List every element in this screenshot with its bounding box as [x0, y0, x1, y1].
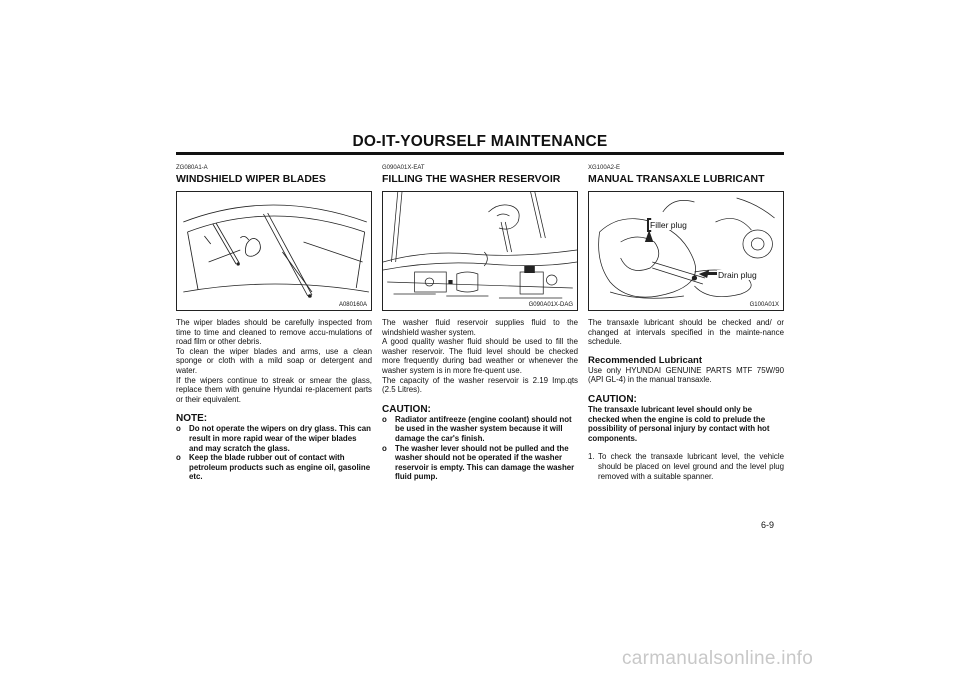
paragraph: The washer fluid reservoir supplies fluid to the windshield washer system. — [382, 318, 578, 337]
transaxle-drawing — [589, 192, 783, 310]
drain-plug-label: Drain plug — [718, 270, 757, 280]
engine-bay-drawing — [383, 192, 577, 310]
figure-code: A080160A — [338, 302, 367, 308]
column-wiper-blades — [176, 165, 372, 482]
caution-text: The transaxle lubricant level should only be checked when the engine is cold to prelude the possibility of personal injury by contact with hot components. — [588, 404, 770, 443]
figure-code: G100A01X — [749, 302, 779, 308]
column-transaxle-lubricant — [588, 165, 784, 481]
list-item-text: The washer lever should not be pulled and the washer should not be operated if the washer reservoir is empty. This can damage the washer fluid pump. — [395, 443, 575, 482]
list-item — [176, 453, 372, 482]
paragraph: If the wipers continue to streak or smear the glass, replace them with genuine Hyundai re-placement parts or their equivalent. — [176, 375, 372, 404]
section-title: FILLING THE WASHER RESERVOIR — [382, 173, 561, 185]
list-item — [176, 424, 372, 453]
section-code: ZG080A1-A — [176, 165, 208, 171]
transaxle-illustration — [588, 191, 784, 311]
caution-heading: CAUTION: — [382, 403, 431, 415]
paragraph: The capacity of the washer reservoir is 2.19 Imp.qts (2.5 Litres). — [382, 375, 578, 395]
step-number: 1. — [588, 452, 595, 462]
body-text — [382, 318, 578, 395]
column-washer-reservoir — [382, 165, 578, 482]
page-title: DO-IT-YOURSELF MAINTENANCE — [352, 133, 608, 150]
header-rule — [176, 152, 784, 155]
note-list — [176, 424, 372, 482]
list-item — [382, 415, 578, 444]
recommended-lubricant-text: Use only HYUNDAI GENUINE PARTS MTF 75W/90 (API GL-4) in the manual transaxle. — [588, 365, 784, 385]
bullet: o — [382, 443, 387, 453]
wiper-illustration — [176, 191, 372, 311]
note-heading: NOTE: — [176, 413, 208, 425]
section-title: WINDSHIELD WIPER BLADES — [176, 173, 326, 185]
watermark: carmanualsonline.info — [622, 648, 814, 669]
caution-list — [382, 415, 578, 482]
bullet: o — [176, 424, 181, 434]
list-item-text: Do not operate the wipers on dry glass. This can result in more rapid wear of the wiper blades and may scratch the glass. — [189, 424, 371, 453]
recommended-lubricant-heading: Recommended Lubricant — [588, 354, 703, 366]
section-code: G090A01X-EAT — [382, 165, 425, 171]
filler-plug-label: Filler plug — [650, 220, 687, 230]
list-item — [382, 444, 578, 482]
paragraph: A good quality washer fluid should be used to fill the washer reservoir. The fluid level should be checked more frequently during bad weather or whenever the washer system is in more fre-quent use. — [382, 337, 578, 375]
section-title: MANUAL TRANSAXLE LUBRICANT — [588, 173, 765, 185]
caution-heading: CAUTION: — [588, 393, 637, 405]
paragraph: The wiper blades should be carefully inspected from time to time and cleaned to remove accu-mulations of road film or other debris. — [176, 318, 372, 347]
page-number: 6-9 — [761, 520, 775, 530]
list-item-text: Keep the blade rubber out of contact with petroleum products such as engine oil, gasoline etc. — [189, 453, 371, 482]
wiper-drawing — [177, 192, 371, 310]
step-text: To check the transaxle lubricant level, the vehicle should be placed on level ground and the level plug removed with a suitable spanner. — [598, 452, 784, 481]
list-item-text: Radiator antifreeze (engine coolant) should not be used in the washer system because it will damage the car's finish. — [395, 414, 572, 443]
washer-reservoir-illustration — [382, 191, 578, 311]
bullet: o — [382, 414, 387, 424]
body-text — [176, 318, 372, 404]
bullet: o — [176, 453, 181, 463]
paragraph: To clean the wiper blades and arms, use a clean sponge or cloth with a mild soap or detergent and water. — [176, 346, 372, 375]
numbered-step — [588, 452, 784, 481]
intro-text: The transaxle lubricant should be checked and/ or changed at intervals specified in the mainte-nance schedule. — [588, 318, 784, 347]
section-code: XG100A2-E — [588, 165, 621, 171]
figure-code: G090A01X-DAG — [528, 302, 573, 308]
